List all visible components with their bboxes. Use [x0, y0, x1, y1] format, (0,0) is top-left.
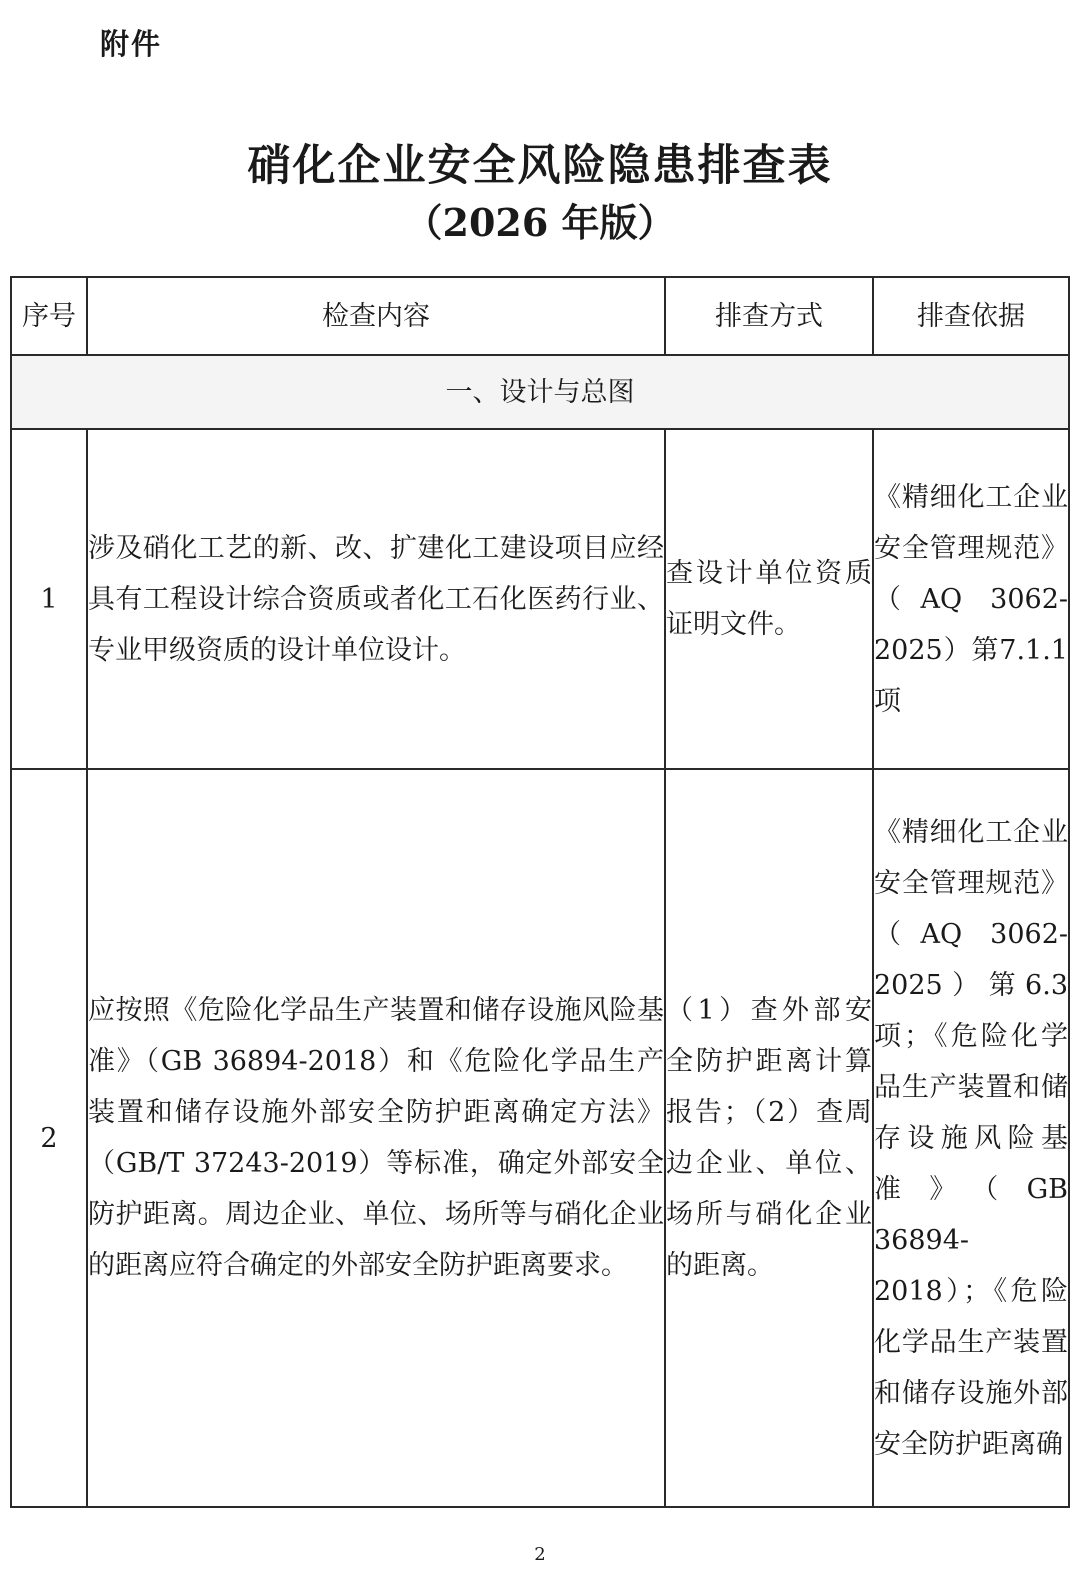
inspection-table — [10, 276, 1070, 1508]
row-method: 查设计单位资质证明文件。 — [665, 429, 873, 769]
row-content: 应按照《危险化学品生产装置和储存设施风险基准》（GB 36894-2018）和《危险化学品生产装置和储存设施外部安全防护距离确定方法》（GB/T 37243-2019）等标准，确定外部安全防护距离。周边企业、单位、场所等与硝化企业的距离应符合确定的外部安全防护距离要求。 — [87, 769, 665, 1507]
header-content: 检查内容 — [87, 277, 665, 355]
section-row — [11, 355, 1069, 429]
header-basis: 排查依据 — [873, 277, 1069, 355]
row-index: 1 — [11, 429, 87, 769]
table-row — [11, 769, 1069, 1507]
header-method: 排查方式 — [665, 277, 873, 355]
header-index: 序号 — [11, 277, 87, 355]
attachment-label: 附件 — [100, 27, 163, 61]
row-index: 2 — [11, 769, 87, 1507]
row-basis: 《精细化工企业安全管理规范》（AQ 3062-2025）第7.1.1项 — [873, 429, 1069, 769]
document-subtitle: （2026 年版） — [404, 200, 676, 245]
row-content: 涉及硝化工艺的新、改、扩建化工建设项目应经具有工程设计综合资质或者化工石化医药行业、专业甲级资质的设计单位设计。 — [87, 429, 665, 769]
document-title: 硝化企业安全风险隐患排查表 — [247, 141, 833, 191]
table-header-row — [11, 277, 1069, 355]
row-method: （1）查外部安全防护距离计算报告；（2）查周边企业、单位、场所与硝化企业的距离。 — [665, 769, 873, 1507]
section-title: 一、设计与总图 — [11, 355, 1069, 429]
table-row — [11, 429, 1069, 769]
row-basis: 《精细化工企业安全管理规范》（AQ 3062-2025）第6.3项；《危险化学品生产装置和储存设施风险基准》（GB 36894-2018）；《危险化学品生产装置和储存设施外部安全防护距离确 — [873, 769, 1069, 1507]
page-number: 2 — [534, 1544, 546, 1565]
